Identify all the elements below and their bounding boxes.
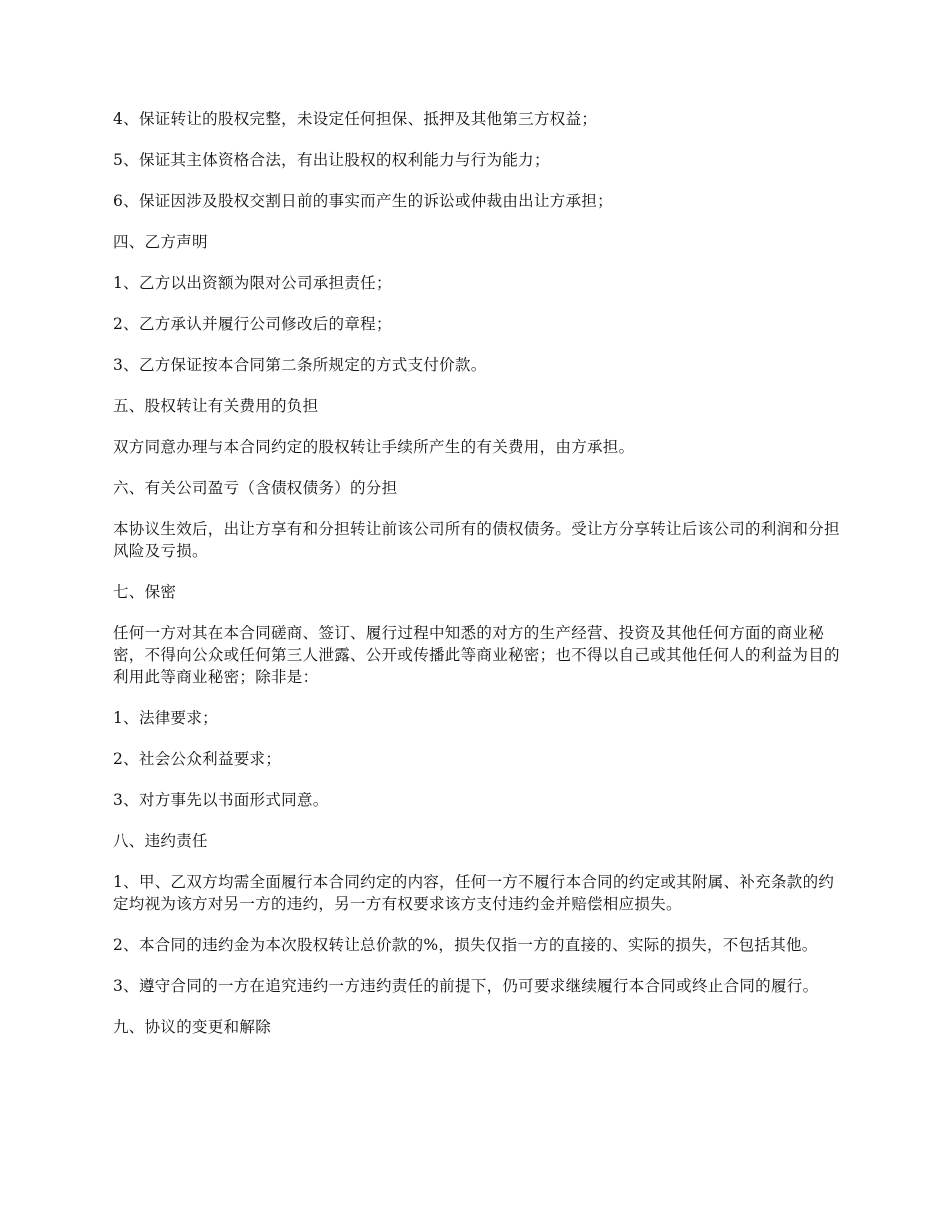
section-heading-4: 四、乙方声明 [113,233,208,251]
confidentiality-exception-2: 2、社会公众利益要求； [113,750,282,768]
clause-4-equity-complete: 4、保证转让的股权完整，未设定任何担保、抵押及其他第三方权益； [113,110,598,128]
liability-clause-3: 3、遵守合同的一方在追究违约一方违约责任的前提下，仍可要求继续履行本合同或终止合同的履行。 [113,977,819,995]
liability-clause-2: 2、本合同的违约金为本次股权转让总价款的%，损失仅指一方的直接的、实际的损失，不包括其他。 [113,936,818,954]
section-heading-6: 六、有关公司盈亏（含债权债务）的分担 [113,479,398,497]
section-heading-5: 五、股权转让有关费用的负担 [113,397,319,415]
party-b-clause-3: 3、乙方保证按本合同第二条所规定的方式支付价款。 [113,356,487,374]
section-heading-8: 八、违约责任 [113,832,208,850]
document-page [113,108,843,1057]
liability-clause-1: 1、甲、乙双方均需全面履行本合同约定的内容，任何一方不履行本合同的约定或其附属、补充条款的约定均视为该方对另一方的违约，另一方有权要求该方支付违约金并赔偿相应损失。 [113,873,835,913]
section-heading-9: 九、协议的变更和解除 [113,1018,272,1036]
party-b-clause-2: 2、乙方承认并履行公司修改后的章程； [113,315,392,333]
party-b-clause-1: 1、乙方以出资额为限对公司承担责任； [113,274,392,292]
clause-5-legal-qualification: 5、保证其主体资格合法，有出让股权的权利能力与行为能力； [113,151,550,169]
profit-loss-paragraph: 本协议生效后，出让方享有和分担转让前该公司所有的债权债务。受让方分享转让后该公司的利润和分担风险及亏损。 [113,520,840,560]
confidentiality-exception-3: 3、对方事先以书面形式同意。 [113,791,329,809]
fees-paragraph: 双方同意办理与本合同约定的股权转让手续所产生的有关费用，由方承担。 [113,438,635,456]
confidentiality-exception-1: 1、法律要求； [113,709,218,727]
clause-6-litigation: 6、保证因涉及股权交割日前的事实而产生的诉讼或仲裁由出让方承担； [113,192,613,210]
section-heading-7: 七、保密 [113,583,177,601]
confidentiality-paragraph: 任何一方对其在本合同磋商、签订、履行过程中知悉的对方的生产经营、投资及其他任何方面的商业秘密，不得向公众或任何第三人泄露、公开或传播此等商业秘密；也不得以自己或其他任何人的利益为目的利用此等商业秘密；除非是： [113,624,840,686]
